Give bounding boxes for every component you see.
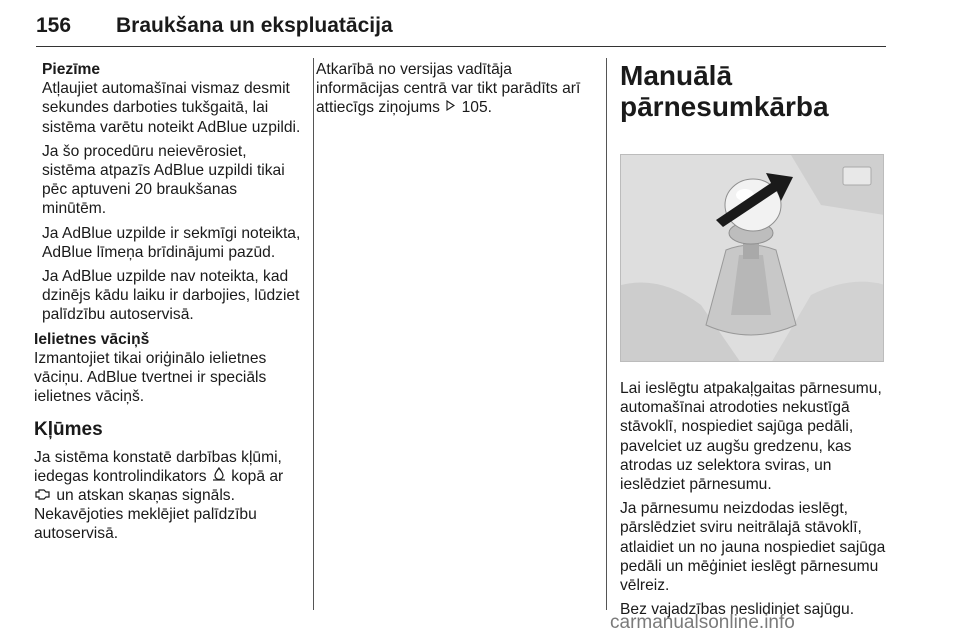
- watermark: carmanualsonline.info: [610, 612, 795, 633]
- faults-text-d: Nekavējoties meklējiet palīdzību autoservisā.: [34, 506, 257, 543]
- engine-warning-icon: [34, 486, 52, 505]
- note-paragraph-4: Ja AdBlue uzpilde nav noteikta, kad dzinējs kādu laiku ir darbojies, lūdziet palīdzību autoservisā.: [42, 268, 300, 324]
- section-paragraph-2: Ja pārnesumu neizdodas ieslēgt, pārslēdziet sviru neitrālajā stāvoklī, atlaidiet un no jauna nospiediet sajūga pedāli un mēģiniet ieslēgt pārnesumu vēlreiz.: [620, 500, 886, 595]
- faults-text-c: un atskan skaņas signāls.: [56, 487, 235, 505]
- note-block: [34, 60, 304, 325]
- faults-text-a: Ja sistēma konstatē darbības kļūmi, iedegas kontrolindikators: [34, 448, 282, 485]
- column-divider-1: [313, 58, 314, 610]
- note-paragraph-1: Atļaujiet automašīnai vismaz desmit sekundes darboties tukšgaitā, lai sistēma varētu noteikt AdBlue uzpildi.: [42, 80, 301, 136]
- faults-text-b: kopā ar: [231, 467, 284, 485]
- message-text-a: Atkarībā no versijas vadītāja informācijas centrā var tikt parādīts arī attiecīgs ziņojums: [316, 61, 581, 117]
- column-divider-2: [606, 58, 607, 610]
- column-3: [620, 60, 892, 624]
- section-title: Manuālā pārnesumkārba: [620, 60, 829, 122]
- adblue-warning-icon: [211, 467, 227, 486]
- note-paragraph-2: Ja šo procedūru neievērosiet, sistēma atpazīs AdBlue uzpildi tikai pēc aptuveni 20 braukšanas minūtēm.: [42, 142, 285, 218]
- cap-heading: Ielietnes vāciņš: [34, 330, 150, 348]
- column-1: [34, 60, 304, 549]
- page-header: [36, 14, 886, 46]
- page-number: 156: [36, 14, 72, 37]
- reference-triangle-icon: [446, 99, 455, 118]
- note-title: Piezīme: [42, 61, 101, 78]
- section-paragraph-1: Lai ieslēgtu atpakaļgaitas pārnesumu, automašīnai atrodoties nekustīgā stāvoklī, nospiediet sajūga pedāli, pavelciet uz augšu gredzenu, kas atrodas uz selektora sviras, un ieslēdziet pārnesumu.: [620, 380, 882, 494]
- message-text: [316, 60, 596, 118]
- faults-heading: Kļūmes: [34, 419, 103, 441]
- header-rule: [36, 46, 886, 47]
- running-title: Braukšana un ekspluatācija: [116, 14, 393, 37]
- faults-text: [34, 448, 304, 544]
- gear-lever-illustration: [620, 154, 884, 362]
- page-reference[interactable]: 105.: [461, 99, 492, 117]
- note-paragraph-3: Ja AdBlue uzpilde ir sekmīgi noteikta, AdBlue līmeņa brīdinājumi pazūd.: [42, 224, 301, 261]
- section-paragraph-3: Bez vajadzības neslidiniet sajūgu.: [620, 601, 855, 619]
- cap-text: Izmantojiet tikai oriģinālo ielietnes vāciņu. AdBlue tvertnei ir speciāls ielietnes vāciņš.: [34, 349, 267, 406]
- column-2: [316, 60, 596, 123]
